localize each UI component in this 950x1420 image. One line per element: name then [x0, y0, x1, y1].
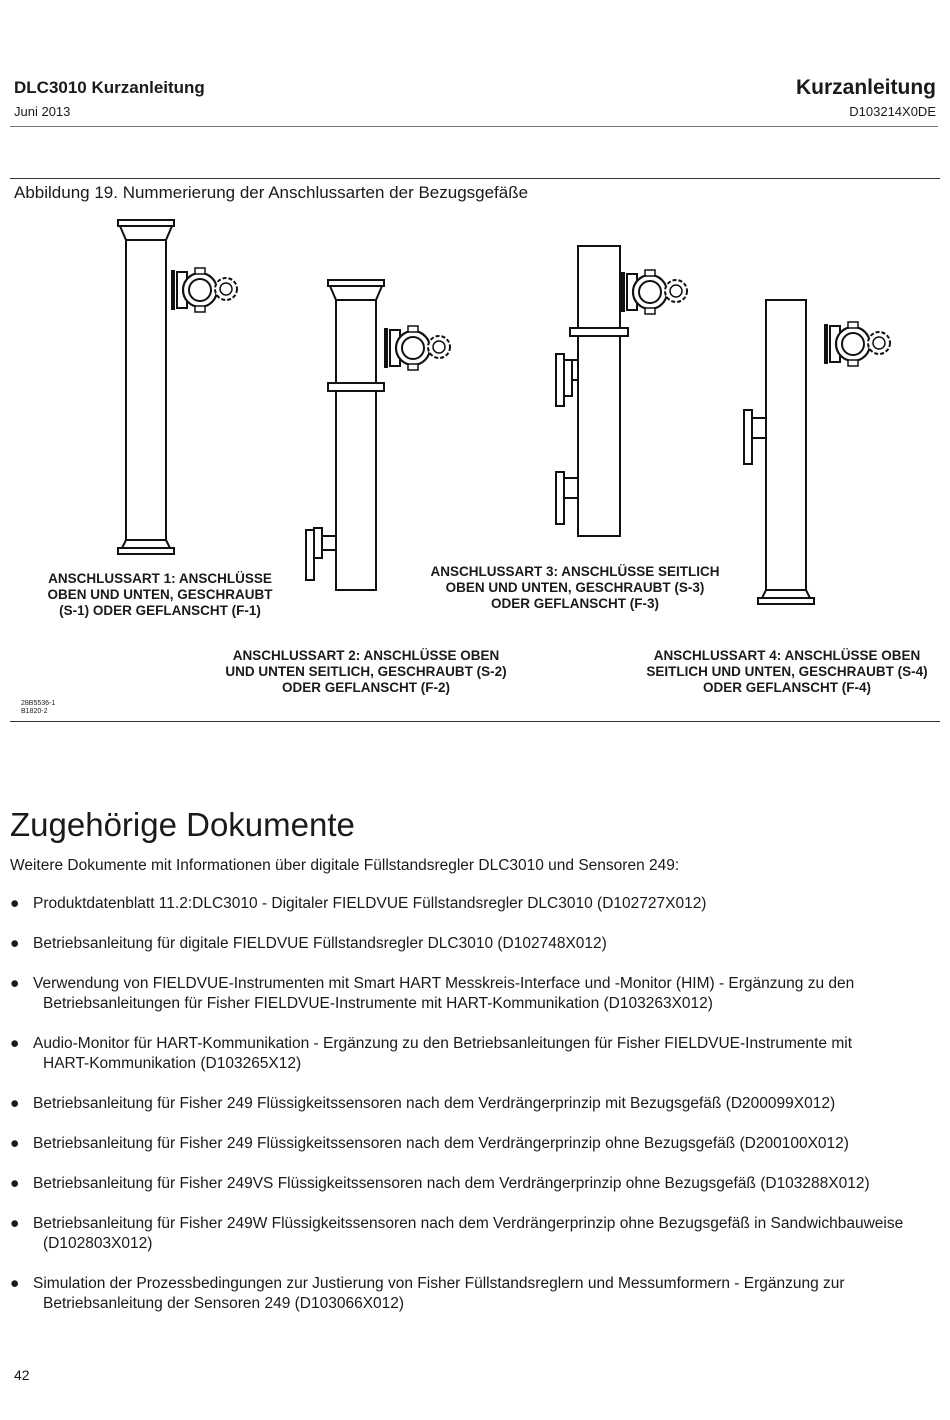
section-title: Zugehörige Dokumente [10, 806, 355, 843]
document-number: D103214X0DE [849, 104, 936, 119]
bullet-icon: ● [10, 935, 20, 952]
cage-style-3 [556, 246, 687, 536]
list-item: ● Betriebsanleitung für Fisher 249VS Flüssigkeitssensoren nach dem Verdrängerprinzip ohne Bezugsgefäß (D103288X012) [10, 1175, 870, 1192]
document-title: DLC3010 Kurzanleitung [14, 78, 205, 97]
bullet-icon: ● [10, 975, 20, 992]
figure-caption: Abbildung 19. Nummerierung der Anschlussarten der Bezugsgefäße [14, 183, 529, 202]
related-documents-list [10, 894, 930, 1334]
figure-bottom-rule [10, 721, 940, 722]
header-divider [10, 126, 938, 127]
cage-connection-diagram [0, 210, 950, 610]
list-item: ● Verwendung von FIELDVUE-Instrumenten mit Smart HART Messkreis-Interface und -Monitor (HIM) - Ergänzung zu den Betriebsanleitungen für Fisher FIELDVUE-Instrumente mit HART-Kommunikation (D103263X012) [10, 975, 855, 1012]
list-item: ● Produktdatenblatt 11.2:DLC3010 - Digitaler FIELDVUE Füllstandsregler DLC3010 (D102727X012) [10, 895, 707, 912]
bullet-icon: ● [10, 1035, 20, 1052]
bullet-icon: ● [10, 1175, 20, 1192]
bullet-icon: ● [10, 1215, 20, 1232]
bullet-icon: ● [10, 1135, 20, 1152]
list-item: ● Betriebsanleitung für Fisher 249 Flüssigkeitssensoren nach dem Verdrängerprinzip mit Bezugsgefäß (D200099X012) [10, 1095, 836, 1112]
list-item: ● Betriebsanleitung für Fisher 249 Flüssigkeitssensoren nach dem Verdrängerprinzip ohne Bezugsgefäß (D200100X012) [10, 1135, 849, 1152]
figure-top-rule [10, 178, 940, 179]
cage-style-1 [118, 220, 237, 554]
connection-style-2-label: ANSCHLUSSART 2: ANSCHLÜSSE OBEN UND UNTEN SEITLICH, GESCHRAUBT (S-2) ODER GEFLANSCHT (F-2) [225, 648, 507, 695]
cage-style-2 [306, 280, 450, 590]
figure-reference-codes: 28B5536-1 B1820-2 [21, 700, 56, 715]
list-item: ● Betriebsanleitung für digitale FIELDVUE Füllstandsregler DLC3010 (D102748X012) [10, 935, 607, 952]
list-item: ● Audio-Monitor für HART-Kommunikation - Ergänzung zu den Betriebsanleitungen für Fisher FIELDVUE-Instrumente mit HART-Kommunikation (D103265X12) [10, 1035, 852, 1072]
section-intro: Weitere Dokumente mit Informationen über digitale Füllstandsregler DLC3010 und Sensoren 249: [10, 857, 680, 874]
cage-style-4 [744, 300, 890, 604]
bullet-icon: ● [10, 1275, 20, 1292]
page-number: 42 [14, 1367, 30, 1383]
list-item: ● Betriebsanleitung für Fisher 249W Flüssigkeitssensoren nach dem Verdrängerprinzip ohne Bezugsgefäß in Sandwichbauweise (D102803X012) [10, 1215, 904, 1252]
list-item: ● Simulation der Prozessbedingungen zur Justierung von Fisher Füllstandsreglern und Messumformern - Ergänzung zur Betriebsanleitung der Sensoren 249 (D103066X012) [10, 1275, 845, 1312]
document-date: Juni 2013 [14, 104, 71, 119]
bullet-icon: ● [10, 895, 20, 912]
connection-style-1-label: ANSCHLUSSART 1: ANSCHLÜSSE OBEN UND UNTEN, GESCHRAUBT (S-1) ODER GEFLANSCHT (F-1) [47, 571, 273, 618]
connection-style-3-label: ANSCHLUSSART 3: ANSCHLÜSSE SEITLICH OBEN UND UNTEN, GESCHRAUBT (S-3) ODER GEFLANSCHT (F-3) [430, 564, 720, 611]
connection-style-4-label: ANSCHLUSSART 4: ANSCHLÜSSE OBEN SEITLICH UND UNTEN, GESCHRAUBT (S-4) ODER GEFLANSCHT (F-4) [646, 648, 928, 695]
bullet-icon: ● [10, 1095, 20, 1112]
section-header: Kurzanleitung [796, 76, 936, 99]
